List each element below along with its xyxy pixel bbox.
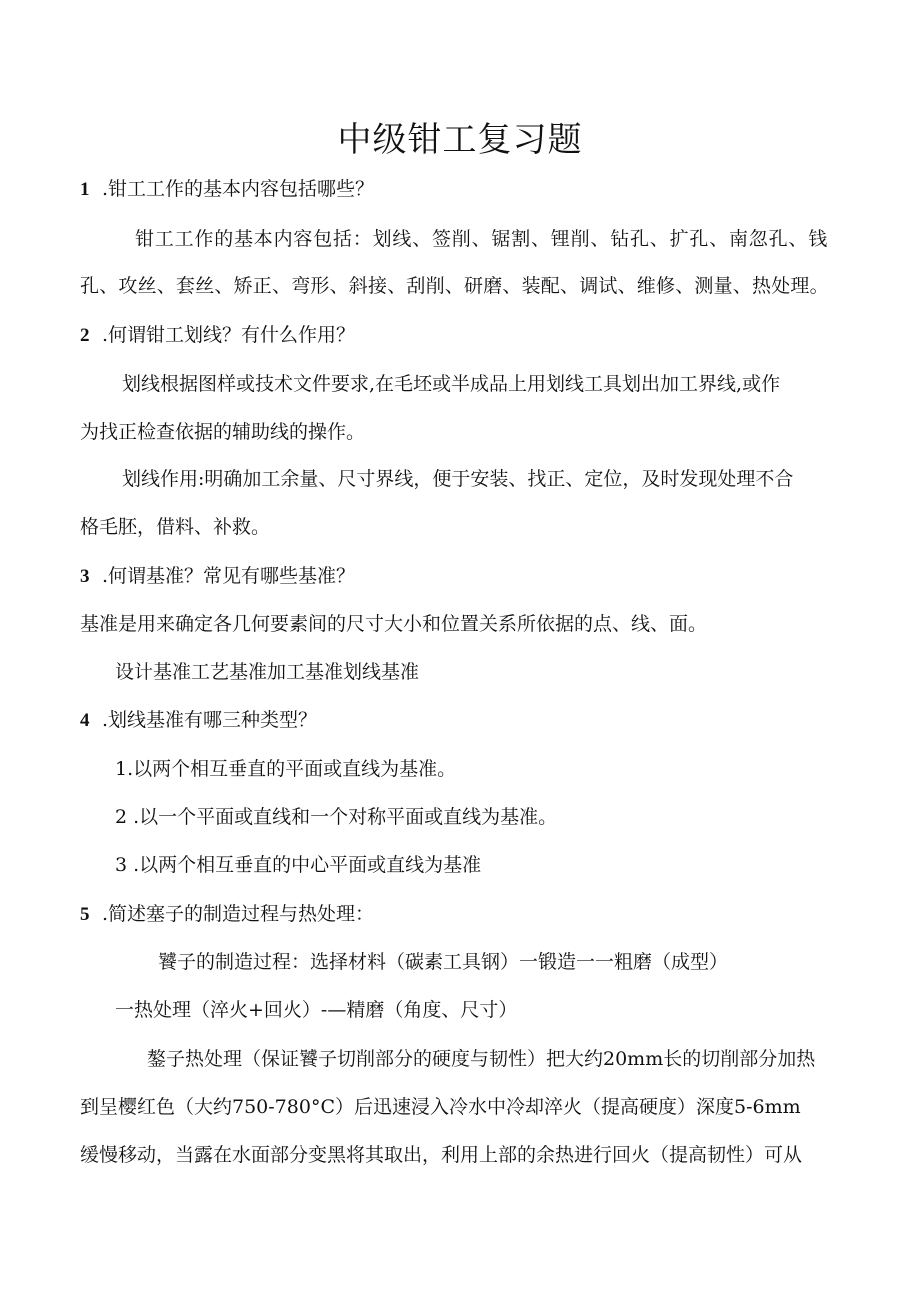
question-3 [80,563,355,590]
question-5 [80,901,374,928]
answer-5-line-3: 鏊子热处理（保证饕子切削部分的硬度与韧性）把大约20mm长的切削部分加热 [147,1048,816,1070]
list-item-2: 2 .以一个平面或直线和一个对称平面或直线为基准。 [115,806,558,828]
question-number: 4 [80,710,90,731]
question-text: .钳工工作的基本内容包括哪些？ [102,178,375,200]
list-item-1: 1.以两个相互垂直的平面或直线为基准。 [115,758,457,780]
question-text: .何谓基准？常见有哪些基准？ [102,565,356,587]
answer-3-line-2: 设计基准工艺基准加工基准划线基准 [115,661,420,683]
answer-2-line-3: 划线作用:明确加工余量、尺寸界线，便于安装、找正、定位，及时发现处理不合 [122,468,794,490]
answer-2-line-4: 格毛胚，借料、补救。 [80,516,271,538]
question-1 [80,176,374,203]
page-title: 中级钳工复习题 [337,120,583,160]
question-number: 3 [80,566,90,587]
answer-2-line-2: 为找正检查依据的辅助线的操作。 [80,421,366,443]
answer-5-line-4: 到呈樱红色（大约750-780°C）后迅速浸入冷水中冷却淬火（提高硬度）深度5-6mm [80,1096,801,1118]
answer-5-line-5: 缓慢移动，当露在水面部分变黑将其取出，利用上部的余热进行回火（提高韧性）可从 [80,1144,803,1166]
question-number: 5 [80,904,90,925]
answer-2-line-1: 划线根据图样或技术文件要求,在毛坯或半成品上用划线工具划出加工界线,或作 [122,373,781,395]
question-4 [80,707,317,734]
answer-3-line-1: 基准是用来确定各几何要素间的尺寸大小和位置关系所依据的点、线、面。 [80,613,708,635]
list-item-3: 3 .以两个相互垂直的中心平面或直线为基准 [115,854,482,876]
question-text: .何谓钳工划线？有什么作用？ [102,324,356,346]
answer-1-line-2: 孔、攻丝、套丝、矫正、弯形、斜接、刮削、研磨、装配、调试、维修、测量、热处理。 [80,275,829,297]
question-text: .简述塞子的制造过程与热处理： [102,903,375,925]
answer-5-line-1: 饕子的制造过程：选择材料（碳素工具钢）一锻造一一粗磨（成型） [158,951,729,973]
answer-5-line-2: 一热处理（淬火+回火）-—精磨（角度、尺寸） [115,999,518,1021]
question-text: .划线基准有哪三种类型？ [102,709,318,731]
question-number: 2 [80,325,90,346]
answer-1-line-1: 钳工工作的基本内容包括：划线、签削、锯割、锂削、钻孔、扩孔、南忽孔、钱 [135,228,829,250]
question-2 [80,322,355,349]
question-number: 1 [80,179,90,200]
